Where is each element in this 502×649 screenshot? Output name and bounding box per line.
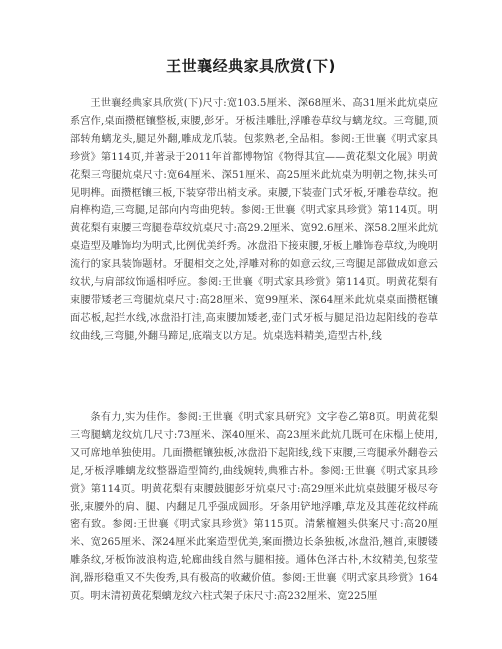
body-paragraph-2: 条有力,实为佳作。参阅:王世襄《明式家具研究》文字卷乙第8页。明黄花梨三弯腿螭龙纹炕几尺寸:73厘米、深40厘米、高23厘米此炕几既可在床榻上使用,又可席地单独使用。几面攒框镶独板,冰盘沿下起阳线,线下束腰,三弯腿承外翻卷云足,牙板浮雕螭龙纹整器造型简约,曲线婉转,典雅古朴。参阅:王世襄《明式家具珍赏》第114页。明黄花梨有束腰鼓腿彭牙炕桌尺寸:高29厘米此炕桌鼓腿牙极尽夸张,束腰外的肩、腿、内翻足几乎强成圆形。牙条用铲地浮雕,草龙及其莲花纹样疏密有致。参阅:王世襄《明式家具珍赏》第115页。清紫檀翘头供案尺寸:高20厘米、宽265厘米、深24厘米此案造型优美,案面攒边长条独板,冰盘沿,翘首,束腰镂雕条纹,牙板饰波浪构造,轮廊曲线自然与腿相接。通体色泽古朴,木纹精美,包浆莹润,器形稳重又不失俊秀,具有极高的收藏价值。参阅:王世襄《明式家具珍赏》164页。明末清初黄花梨螭龙纹六柱式架子床尺寸:高232厘米、宽225厘 — [70, 412, 438, 603]
body-paragraph-1: 王世襄经典家具欣赏(下)尺寸:宽103.5厘米、深68厘米、高31厘米此炕桌应系宫作,桌面攒框镶整板,束腰,彭牙。牙板洼雕肚,浮雕卷草纹与螭龙纹。三弯腿,顶部转角螭龙头,腿足外翻,雕成龙爪装。包浆熟老,全品相。参阅:王世襄《明式家具珍赏》第114页,并著录于2011年首都博物馆《物得其宜——黄花梨文化展》明黄花梨三弯腿炕桌尺寸:宽64厘米、深51厘米、高25厘米此炕桌为明朝之物,抹头可见明榫。面攒框镶三板,下装穿带出梢支承。束腰,下装壶门式牙板,牙雕卷草纹。抱肩榫构造,三弯腿,足部向内弯曲兜转。参阅:王世襄《明式家具珍赏》第114页。明黄花梨有束腰三弯腿卷草纹炕桌尺寸:高29.2厘米、宽92.6厘米、深58.2厘米此炕桌造型及雕饰均为明式,比例优美纤秀。冰盘沿下接束腰,牙板上雕饰卷草纹,为晚明流行的家具装饰题材。牙腿相交之处,浮雕对称的如意云纹,三弯腿足部做成如意云纹状,与肩部纹饰遥相呼应。参阅:王世襄《明式家具珍赏》第114页。明黄花梨有束腰带矮老三弯腿炕桌尺寸:高28厘米、宽99厘米、深64厘米此炕桌桌面攒框镶面芯板,起拦水线,冰盘沿打洼,高束腰加矮老,壶门式牙板与腿足沿边起阳线的卷草纹曲线,三弯腿,外翻马蹄足,底端支以方足。炕桌选料精美,造型古朴,线 — [70, 98, 438, 342]
document-title: 王世襄经典家具欣赏(下) — [166, 57, 336, 75]
